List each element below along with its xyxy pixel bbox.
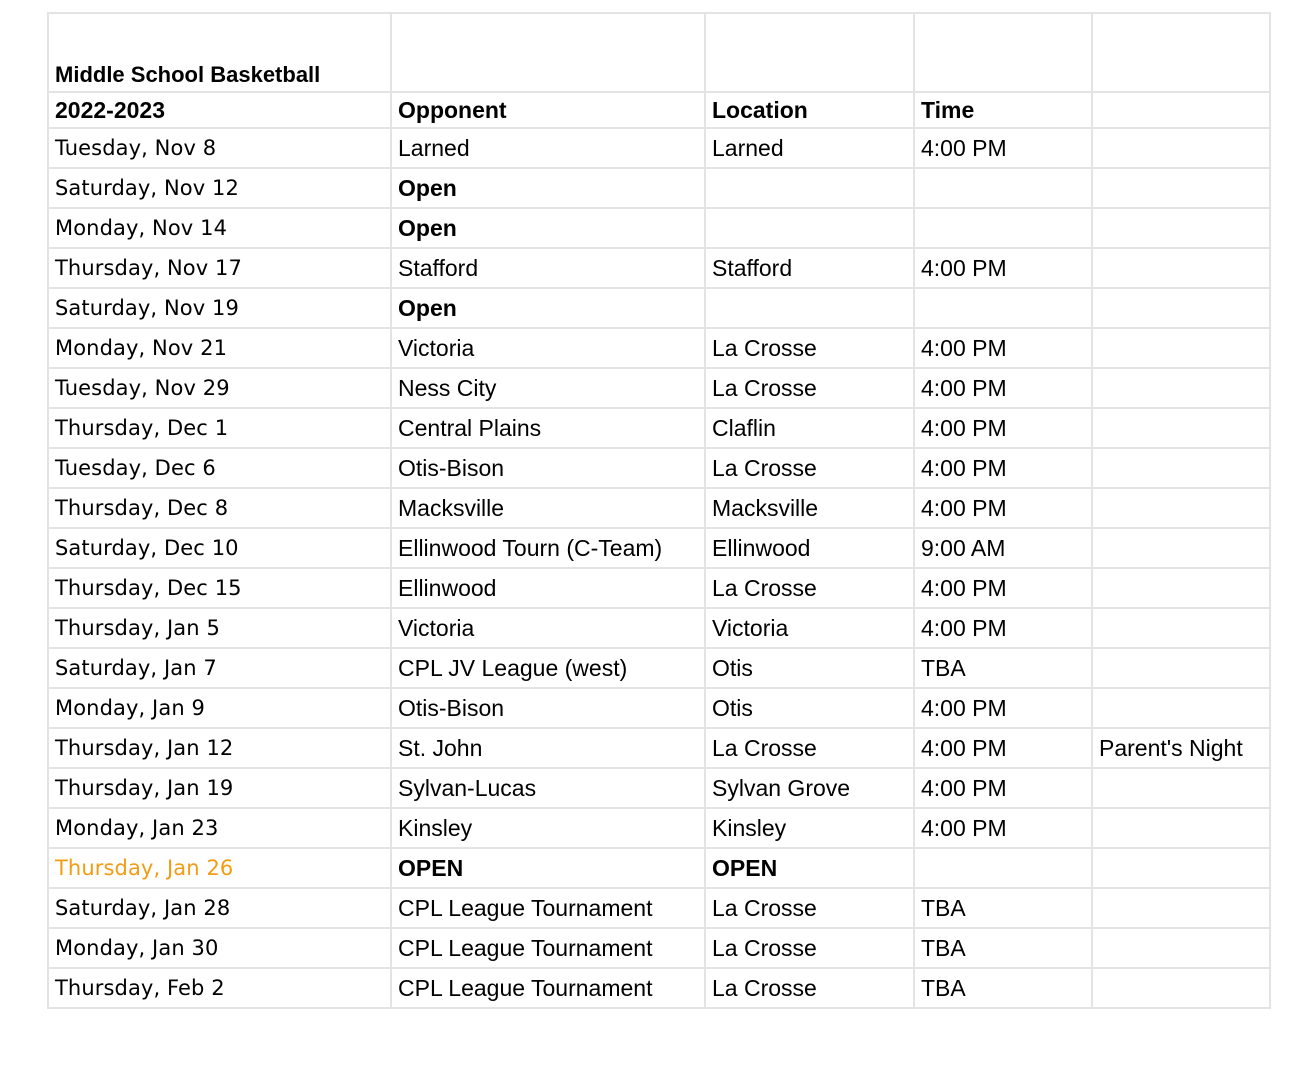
time-cell[interactable]: 4:00 PM [914,608,1092,648]
opponent-cell[interactable]: Kinsley [391,808,705,848]
notes-cell[interactable] [1092,168,1270,208]
date-cell[interactable]: Thursday, Dec 15 [48,568,391,608]
empty-cell[interactable] [1092,13,1270,92]
time-cell[interactable]: 4:00 PM [914,808,1092,848]
opponent-header[interactable]: Opponent [391,92,705,128]
notes-cell[interactable] [1092,648,1270,688]
notes-cell[interactable] [1092,368,1270,408]
time-cell[interactable]: TBA [914,968,1092,1008]
header-row [48,92,1270,128]
table-row [48,488,1270,528]
location-cell[interactable]: Macksville [705,488,914,528]
notes-cell[interactable] [1092,888,1270,928]
notes-cell[interactable] [1092,448,1270,488]
opponent-cell[interactable]: Otis-Bison [391,688,705,728]
notes-cell[interactable] [1092,288,1270,328]
table-row [48,248,1270,288]
time-cell[interactable] [914,168,1092,208]
date-cell[interactable]: Monday, Jan 9 [48,688,391,728]
opponent-cell[interactable]: Larned [391,128,705,168]
time-cell[interactable]: TBA [914,888,1092,928]
notes-cell[interactable] [1092,248,1270,288]
schedule-body [48,13,1270,1008]
date-cell[interactable]: Saturday, Nov 12 [48,168,391,208]
opponent-cell[interactable]: CPL League Tournament [391,888,705,928]
notes-cell[interactable] [1092,528,1270,568]
opponent-cell[interactable]: CPL JV League (west) [391,648,705,688]
time-cell[interactable]: 4:00 PM [914,128,1092,168]
opponent-cell[interactable]: Open [391,208,705,248]
location-cell[interactable]: Ellinwood [705,528,914,568]
location-cell[interactable]: La Crosse [705,568,914,608]
time-cell[interactable]: 4:00 PM [914,568,1092,608]
opponent-cell[interactable]: Ellinwood Tourn (C-Team) [391,528,705,568]
notes-cell[interactable] [1092,928,1270,968]
date-cell[interactable]: Tuesday, Nov 8 [48,128,391,168]
table-row [48,528,1270,568]
table-row [48,968,1270,1008]
table-row [48,208,1270,248]
table-row [48,328,1270,368]
date-cell[interactable]: Thursday, Nov 17 [48,248,391,288]
opponent-cell[interactable]: Victoria [391,328,705,368]
date-cell[interactable]: Thursday, Feb 2 [48,968,391,1008]
opponent-cell[interactable]: Macksville [391,488,705,528]
location-cell[interactable]: La Crosse [705,448,914,488]
time-cell[interactable]: 4:00 PM [914,728,1092,768]
location-cell[interactable]: La Crosse [705,928,914,968]
empty-cell[interactable] [705,13,914,92]
table-row [48,808,1270,848]
notes-cell[interactable] [1092,488,1270,528]
season-header[interactable]: 2022-2023 [48,92,391,128]
opponent-cell[interactable]: CPL League Tournament [391,968,705,1008]
time-cell[interactable]: 4:00 PM [914,688,1092,728]
opponent-cell[interactable]: St. John [391,728,705,768]
opponent-cell[interactable]: Ellinwood [391,568,705,608]
table-row [48,768,1270,808]
location-cell[interactable]: OPEN [705,848,914,888]
opponent-cell[interactable]: Open [391,288,705,328]
table-row [48,608,1270,648]
table-row [48,848,1270,888]
date-cell[interactable]: Saturday, Nov 19 [48,288,391,328]
time-cell[interactable]: 4:00 PM [914,768,1092,808]
location-cell[interactable]: La Crosse [705,728,914,768]
date-cell[interactable]: Thursday, Jan 26 [48,848,391,888]
time-cell[interactable]: 4:00 PM [914,328,1092,368]
empty-cell[interactable] [391,13,705,92]
location-cell[interactable] [705,208,914,248]
notes-cell[interactable] [1092,408,1270,448]
time-cell[interactable]: 4:00 PM [914,488,1092,528]
opponent-cell[interactable]: CPL League Tournament [391,928,705,968]
table-row [48,288,1270,328]
notes-cell[interactable] [1092,688,1270,728]
date-cell[interactable]: Thursday, Jan 19 [48,768,391,808]
date-cell[interactable]: Saturday, Jan 28 [48,888,391,928]
notes-cell[interactable] [1092,768,1270,808]
date-cell[interactable]: Thursday, Jan 5 [48,608,391,648]
location-cell[interactable]: Victoria [705,608,914,648]
date-cell[interactable]: Tuesday, Dec 6 [48,448,391,488]
time-cell[interactable]: TBA [914,648,1092,688]
date-cell[interactable]: Thursday, Dec 1 [48,408,391,448]
time-cell[interactable]: 9:00 AM [914,528,1092,568]
location-cell[interactable]: Sylvan Grove [705,768,914,808]
opponent-cell[interactable]: Central Plains [391,408,705,448]
notes-cell[interactable] [1092,208,1270,248]
time-cell[interactable] [914,848,1092,888]
notes-cell[interactable] [1092,848,1270,888]
table-row [48,728,1270,768]
location-cell[interactable]: La Crosse [705,968,914,1008]
table-row [48,568,1270,608]
notes-cell[interactable]: Parent's Night [1092,728,1270,768]
table-row [48,888,1270,928]
sheet-title[interactable]: Middle School Basketball [48,13,391,92]
date-cell[interactable]: Tuesday, Nov 29 [48,368,391,408]
time-cell[interactable]: 4:00 PM [914,408,1092,448]
date-cell[interactable]: Monday, Nov 21 [48,328,391,368]
schedule-table [47,12,1271,1009]
date-cell[interactable]: Saturday, Jan 7 [48,648,391,688]
notes-header[interactable] [1092,92,1270,128]
location-cell[interactable]: Otis [705,688,914,728]
time-cell[interactable] [914,288,1092,328]
opponent-cell[interactable]: Sylvan-Lucas [391,768,705,808]
notes-cell[interactable] [1092,808,1270,848]
opponent-cell[interactable]: Ness City [391,368,705,408]
location-cell[interactable]: La Crosse [705,368,914,408]
notes-cell[interactable] [1092,968,1270,1008]
time-cell[interactable]: 4:00 PM [914,248,1092,288]
time-cell[interactable] [914,208,1092,248]
opponent-cell[interactable]: Open [391,168,705,208]
title-row [48,13,1270,92]
location-cell[interactable]: Claflin [705,408,914,448]
location-cell[interactable] [705,288,914,328]
date-cell[interactable]: Saturday, Dec 10 [48,528,391,568]
date-cell[interactable]: Monday, Jan 30 [48,928,391,968]
location-cell[interactable]: Stafford [705,248,914,288]
notes-cell[interactable] [1092,608,1270,648]
location-cell[interactable]: Kinsley [705,808,914,848]
time-cell[interactable]: TBA [914,928,1092,968]
date-cell[interactable]: Thursday, Jan 12 [48,728,391,768]
opponent-cell[interactable]: Stafford [391,248,705,288]
table-row [48,688,1270,728]
table-row [48,408,1270,448]
location-cell[interactable]: La Crosse [705,888,914,928]
date-cell[interactable]: Thursday, Dec 8 [48,488,391,528]
opponent-cell[interactable]: Victoria [391,608,705,648]
date-cell[interactable]: Monday, Nov 14 [48,208,391,248]
time-header[interactable]: Time [914,92,1092,128]
location-cell[interactable]: La Crosse [705,328,914,368]
location-cell[interactable]: Larned [705,128,914,168]
notes-cell[interactable] [1092,568,1270,608]
table-row [48,448,1270,488]
time-cell[interactable]: 4:00 PM [914,368,1092,408]
location-cell[interactable] [705,168,914,208]
empty-cell[interactable] [914,13,1092,92]
time-cell[interactable]: 4:00 PM [914,448,1092,488]
table-row [48,168,1270,208]
location-header[interactable]: Location [705,92,914,128]
opponent-cell[interactable]: OPEN [391,848,705,888]
location-cell[interactable]: Otis [705,648,914,688]
table-row [48,928,1270,968]
table-row [48,368,1270,408]
notes-cell[interactable] [1092,128,1270,168]
notes-cell[interactable] [1092,328,1270,368]
table-row [48,128,1270,168]
table-row [48,648,1270,688]
date-cell[interactable]: Monday, Jan 23 [48,808,391,848]
opponent-cell[interactable]: Otis-Bison [391,448,705,488]
